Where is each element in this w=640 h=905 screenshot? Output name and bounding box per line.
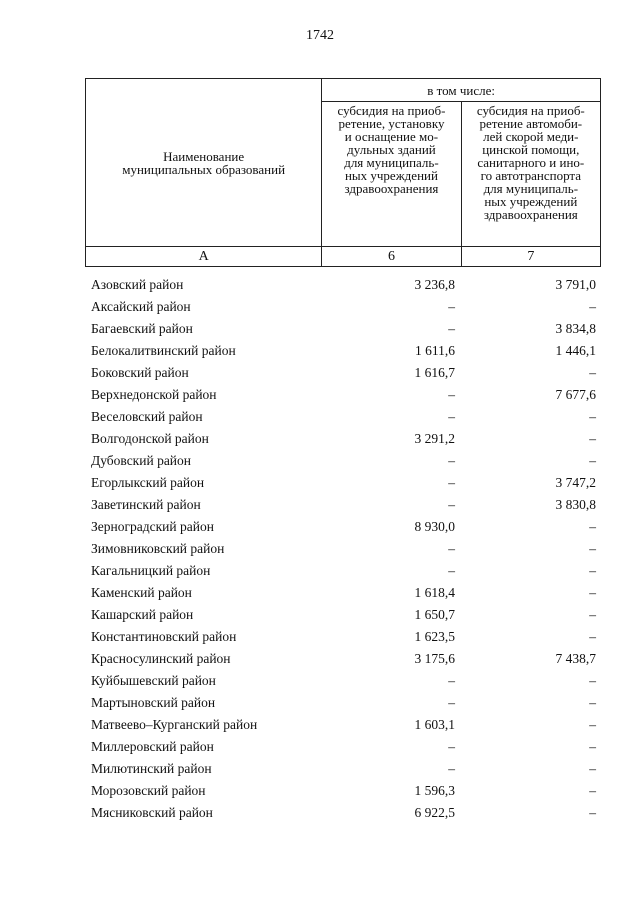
table-row	[91, 538, 596, 560]
column-7-value: 1 446,1	[555, 343, 596, 358]
header-index-a: А	[86, 247, 322, 267]
column-6-value: –	[448, 761, 455, 776]
municipality-name: Константиновский район	[91, 629, 237, 644]
column-7-value: –	[589, 409, 596, 424]
municipality-name: Багаевский район	[91, 321, 193, 336]
column-6-value: –	[448, 409, 455, 424]
column-6-value: –	[448, 475, 455, 490]
header-index-6: 6	[322, 247, 461, 267]
column-7-value: –	[589, 585, 596, 600]
municipality-name: Каменский район	[91, 585, 192, 600]
column-7-value: –	[589, 629, 596, 644]
table-row	[91, 450, 596, 472]
municipality-name: Куйбышевский район	[91, 673, 216, 688]
column-6-value: –	[448, 321, 455, 336]
column-6-value: 8 930,0	[414, 519, 455, 534]
column-6-value: –	[448, 299, 455, 314]
table-row	[91, 626, 596, 648]
column-6-value: 1 611,6	[415, 343, 455, 358]
municipality-name: Азовский район	[91, 277, 184, 292]
header-name-column: Наименование муниципальных образований	[86, 79, 322, 247]
column-6-value: 3 291,2	[414, 431, 455, 446]
column-7-value: –	[589, 563, 596, 578]
municipality-name: Красносулинский район	[91, 651, 231, 666]
column-7-value: –	[589, 519, 596, 534]
column-7-value: 3 830,8	[555, 497, 596, 512]
column-7-value: –	[589, 805, 596, 820]
municipality-name: Морозовский район	[91, 783, 206, 798]
column-7-value: –	[589, 365, 596, 380]
municipality-name: Зимовниковский район	[91, 541, 225, 556]
column-6-value: –	[448, 673, 455, 688]
table-row	[91, 516, 596, 538]
table-row	[91, 494, 596, 516]
column-6-value: 6 922,5	[414, 805, 455, 820]
table-row	[91, 362, 596, 384]
column-7-value: –	[589, 739, 596, 754]
column-7-value: 3 791,0	[555, 277, 596, 292]
table-row	[91, 406, 596, 428]
table-row	[91, 692, 596, 714]
column-6-value: 1 603,1	[414, 717, 455, 732]
municipality-name: Дубовский район	[91, 453, 192, 468]
table-row	[91, 780, 596, 802]
table-row	[91, 340, 596, 362]
table-row	[91, 758, 596, 780]
column-6-value: –	[448, 497, 455, 512]
column-7-value: 3 747,2	[555, 475, 596, 490]
table-row	[91, 384, 596, 406]
municipality-name: Волгодонской район	[91, 431, 209, 446]
table-row	[91, 604, 596, 626]
municipality-name: Аксайский район	[91, 299, 191, 314]
municipality-name: Кагальницкий район	[91, 563, 211, 578]
table-header	[85, 78, 601, 267]
column-7-value: –	[589, 673, 596, 688]
table-row	[91, 296, 596, 318]
header-column-7: субсидия на приоб- ретение автомоби- лей скорой меди- цинской помощи, санитарного и ино- го автотранспорта для муниципаль- ных учреждений здравоохранения	[461, 102, 600, 247]
table-row	[91, 802, 596, 824]
column-6-value: –	[448, 453, 455, 468]
municipality-name: Милютинский район	[91, 761, 212, 776]
column-7-value: –	[589, 695, 596, 710]
municipality-name: Веселовский район	[91, 409, 203, 424]
column-7-value: –	[589, 761, 596, 776]
page-number: 1742	[306, 28, 334, 43]
header-column-6: субсидия на приоб- ретение, установку и оснащение мо- дульных зданий для муниципаль- ных учреждений здравоохранения	[322, 102, 461, 247]
municipality-name: Мартыновский район	[91, 695, 216, 710]
header-group-label: в том числе:	[322, 79, 601, 102]
column-6-value: 1 623,5	[414, 629, 455, 644]
municipality-name: Миллеровский район	[91, 739, 214, 754]
column-7-value: 3 834,8	[555, 321, 596, 336]
table-row	[91, 582, 596, 604]
column-6-value: 1 596,3	[414, 783, 455, 798]
column-6-value: –	[448, 387, 455, 402]
table-row	[91, 472, 596, 494]
column-6-value: 3 236,8	[414, 277, 455, 292]
header-index-7: 7	[461, 247, 600, 267]
column-7-value: 7 438,7	[555, 651, 596, 666]
column-7-value: –	[589, 541, 596, 556]
column-6-value: 3 175,6	[414, 651, 455, 666]
municipality-name: Боковский район	[91, 365, 189, 380]
column-6-value: –	[448, 739, 455, 754]
table-row	[91, 560, 596, 582]
column-6-value: –	[448, 695, 455, 710]
column-7-value: –	[589, 717, 596, 732]
table-row	[91, 670, 596, 692]
municipality-name: Белокалитвинский район	[91, 343, 236, 358]
table-row	[91, 428, 596, 450]
municipality-name: Кашарский район	[91, 607, 194, 622]
municipality-name: Егорлыкский район	[91, 475, 205, 490]
column-6-value: 1 618,4	[414, 585, 455, 600]
column-6-value: –	[448, 541, 455, 556]
column-7-value: –	[589, 453, 596, 468]
column-6-value: 1 650,7	[414, 607, 455, 622]
column-6-value: 1 616,7	[414, 365, 455, 380]
municipality-name: Мясниковский район	[91, 805, 213, 820]
table-row	[91, 318, 596, 340]
column-7-value: 7 677,6	[555, 387, 596, 402]
column-7-value: –	[589, 431, 596, 446]
municipality-name: Заветинский район	[91, 497, 201, 512]
municipality-name: Зерноградский район	[91, 519, 214, 534]
table-body	[91, 274, 596, 824]
table-row	[91, 648, 596, 670]
table-row	[91, 736, 596, 758]
column-7-value: –	[589, 783, 596, 798]
column-7-value: –	[589, 299, 596, 314]
column-7-value: –	[589, 607, 596, 622]
municipality-name: Верхнедонской район	[91, 387, 217, 402]
table-row	[91, 714, 596, 736]
column-6-value: –	[448, 563, 455, 578]
municipality-name: Матвеево–Курганский район	[91, 717, 258, 732]
table-row	[91, 274, 596, 296]
